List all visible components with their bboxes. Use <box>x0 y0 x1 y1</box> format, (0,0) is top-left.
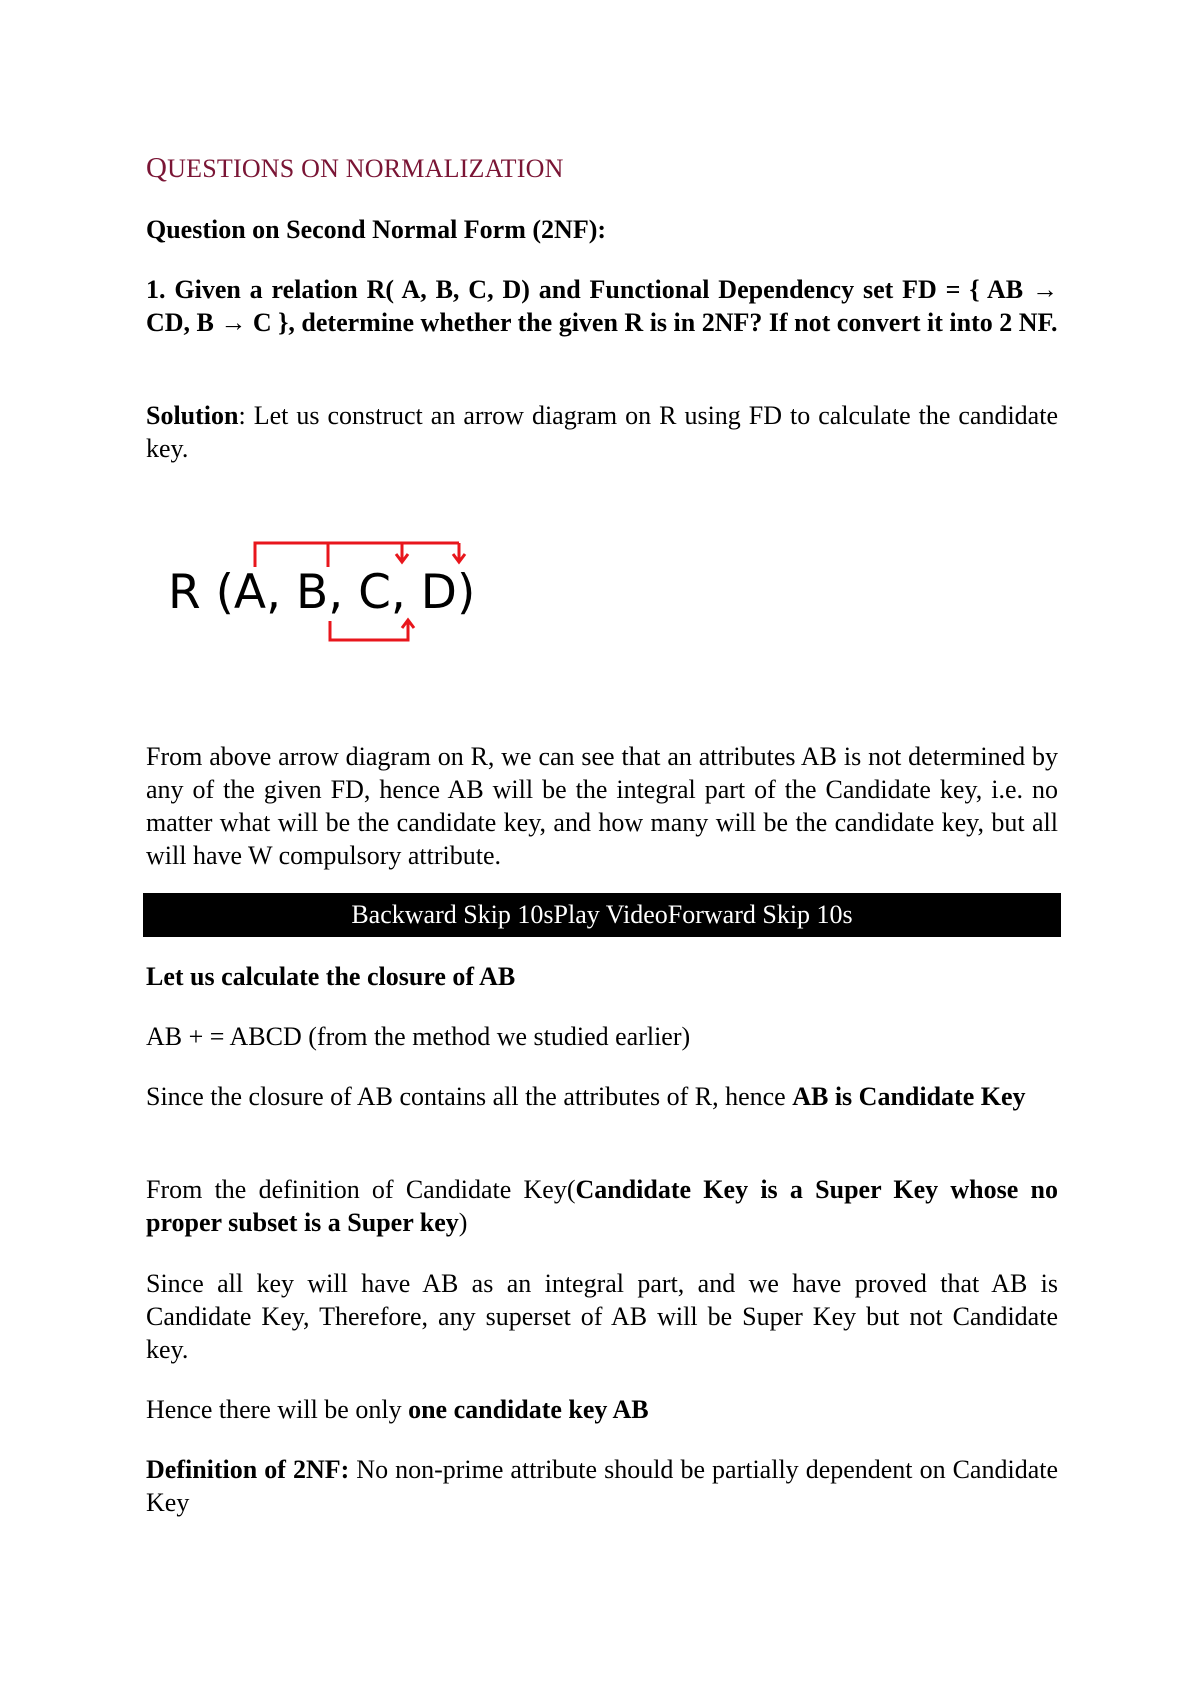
play-video-button[interactable]: Play Video <box>553 900 668 929</box>
b-to-c-bracket <box>330 621 408 640</box>
page-heading <box>146 152 564 185</box>
ab-bracket-line <box>255 543 459 567</box>
candidate-key-definition <box>146 1173 1058 1239</box>
definition-2nf <box>146 1453 1058 1519</box>
hence-bold: one candidate key AB <box>408 1395 649 1424</box>
one-candidate-key <box>146 1393 1058 1426</box>
solution-text: : Let us construct an arrow diagram on R using FD to calculate the candidate key. <box>146 401 1058 463</box>
since-text: Since the closure of AB contains all the attributes of R, hence <box>146 1082 793 1111</box>
closure-heading: Let us calculate the closure of AB <box>146 962 516 991</box>
closure-result: AB + = ABCD (from the method we studied earlier) <box>146 1022 691 1051</box>
arrow-diagram-explanation: From above arrow diagram on R, we can see that an attributes AB is not determined by any of the given FD, hence AB will be the integral part of the Candidate key, i.e. no matter what will be the candidate key, and how many will be the candidate key, but all will have W compulsory attribute. <box>146 742 1058 870</box>
superset-paragraph: Since all key will have AB as an integral part, and we have proved that AB is Candidate Key, Therefore, any superset of AB will be Super Key but not Candidate key. <box>146 1269 1058 1364</box>
question-text: 1. Given a relation R( A, B, C, D) and Functional Dependency set FD = { AB → CD, B → C }, determine whether the given R is in 2NF? If not convert it into 2 NF. <box>146 275 1058 337</box>
section-title: Question on Second Normal Form (2NF): <box>146 215 607 244</box>
solution-label: Solution <box>146 401 239 430</box>
def-ck-bold: Candidate Key is a Super Key whose no proper subset is a Super key <box>146 1175 1058 1237</box>
hence-text: Hence there will be only <box>146 1395 409 1424</box>
heading-rest: UESTIONS ON NORMALIZATION <box>167 154 564 183</box>
def-ck-close: ) <box>458 1208 468 1237</box>
def-2nf-text: No non-prime attribute should be partially dependent on Candidate Key <box>146 1455 1059 1517</box>
heading-initial: Q <box>146 152 168 184</box>
forward-skip-button[interactable]: Forward Skip 10s <box>667 900 853 929</box>
candidate-key-conclusion <box>146 1080 1058 1113</box>
solution-paragraph <box>146 399 1058 465</box>
backward-skip-button[interactable]: Backward Skip 10s <box>351 900 554 929</box>
def-2nf-label: Definition of 2NF: <box>146 1455 350 1484</box>
video-controls-bar <box>143 893 1061 937</box>
since-bold: AB is Candidate Key <box>792 1082 1026 1111</box>
arrow-diagram <box>168 535 508 655</box>
def-ck-text: From the definition of Candidate Key( <box>146 1175 576 1204</box>
relation-label: R (A, B, C, D) <box>168 565 476 620</box>
